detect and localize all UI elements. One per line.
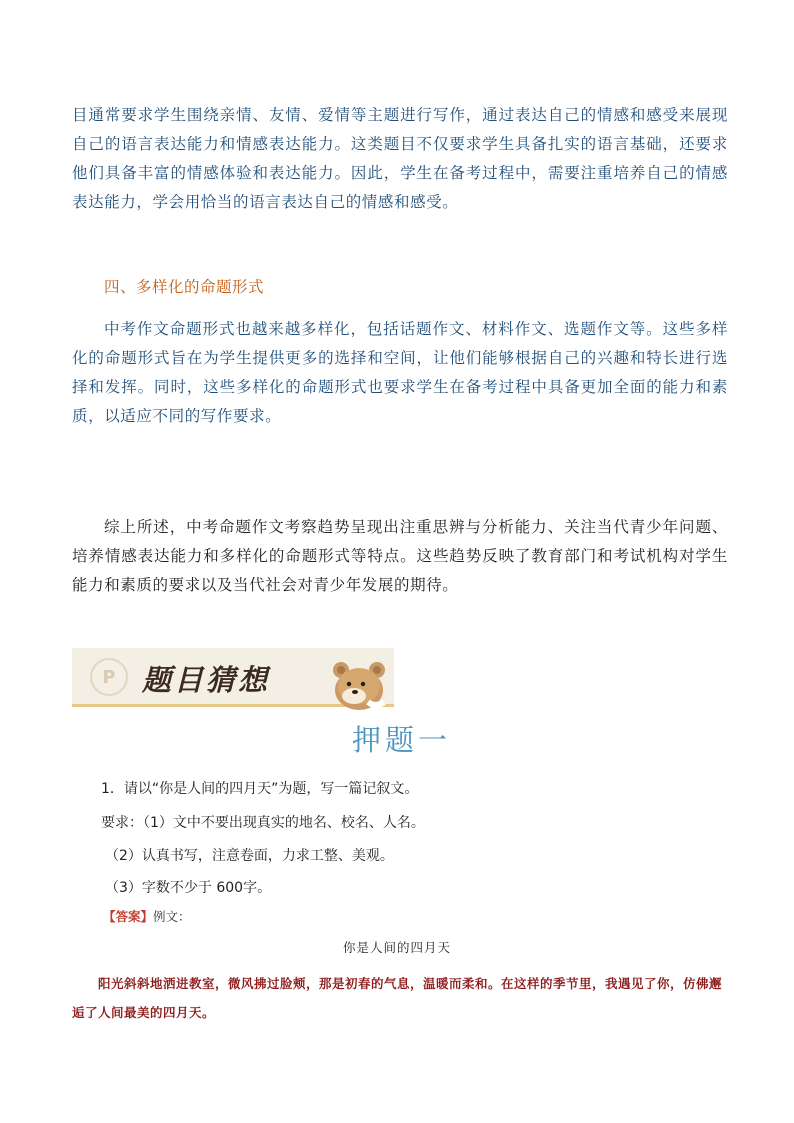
- paragraph-diverse-forms: 中考作文命题形式也越来越多样化，包括话题作文、材料作文、选题作文等。这些多样化的命题形式旨在为学生提供更多的选择和空间，让他们能够根据自己的兴趣和特长进行选择和发挥。同时，这些多样化的命题形式也要求学生在备考过程中具备更加全面的能力和素质，以适应不同的写作要求。: [72, 320, 728, 425]
- answer-tag: 【答案】: [103, 909, 154, 924]
- question-prompt: 1．请以“你是人间的四月天”为题，写一篇记叙文。: [101, 781, 419, 797]
- essay-body: 阳光斜斜地洒进教室，微风拂过脸颊，那是初春的气息，温暖而柔和。在这样的季节里，我遇见了你，仿佛邂逅了人间最美的四月天。: [72, 976, 723, 1020]
- banner-title: 题目猜想: [142, 663, 271, 697]
- answer-label: [103, 907, 191, 925]
- answer-example-label: 例文：: [153, 909, 191, 924]
- paragraph-summary: 综上所述，中考命题作文考察趋势呈现出注重思辨与分析能力、关注当代青少年问题、培养情感表达能力和多样化的命题形式等特点。这些趋势反映了教育部门和考试机构对学生能力和素质的要求以及当代社会对青少年发展的期待。: [72, 518, 728, 594]
- question-requirement-1: 要求：（1）文中不要出现真实的地名、校名、人名。: [101, 815, 425, 831]
- topic-guess-banner: [72, 648, 394, 707]
- bear-mascot-icon: [330, 656, 388, 712]
- question-requirement-3: （3）字数不少于 600字。: [105, 880, 272, 896]
- section-heading-4: 四、多样化的命题形式: [104, 278, 265, 296]
- essay-title: 你是人间的四月天: [342, 940, 451, 955]
- section-title-yati: 押题一: [352, 723, 452, 757]
- p-badge-icon: P: [90, 658, 128, 696]
- question-requirement-2: （2）认真书写，注意卷面，力求工整、美观。: [105, 848, 394, 864]
- paragraph-emotion-theme: 目通常要求学生围绕亲情、友情、爱情等主题进行写作，通过表达自己的情感和感受来展现自己的语言表达能力和情感表达能力。这类题目不仅要求学生具备扎实的语言基础，还要求他们具备丰富的情感体验和表达能力。因此，学生在备考过程中，需要注重培养自己的情感表达能力，学会用恰当的语言表达自己的情感和感受。: [72, 106, 728, 211]
